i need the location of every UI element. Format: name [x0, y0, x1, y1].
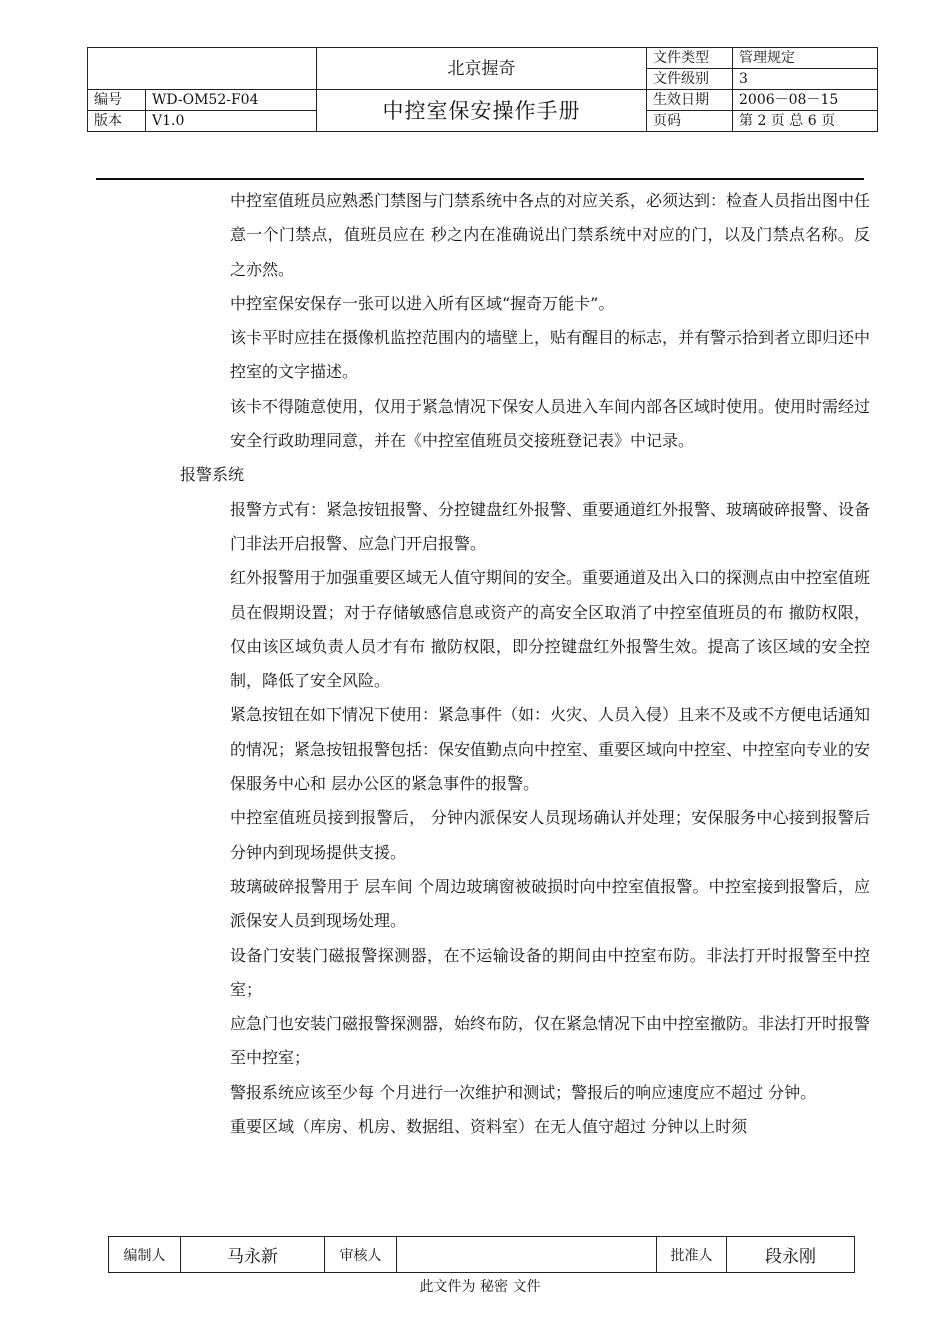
body-paragraph: 中控室保安保存一张可以进入所有区域“握奇万能卡”。 [230, 293, 615, 313]
doc-type-label: 文件类型 [647, 48, 733, 69]
doc-code-label: 编号 [88, 90, 146, 111]
page-number-value: 第 2 页 总 6 页 [733, 111, 878, 132]
doc-title: 中控室保安操作手册 [317, 90, 647, 132]
header-divider [96, 178, 864, 180]
body-paragraph: 中控室值班员应熟悉门禁图与门禁系统中各点的对应关系，必须达到：检查人员指出图中任意一个门禁点，值班员应在 秒之内在准确说出门禁系统中对应的门，以及门禁点名称。反之亦然。 [230, 191, 871, 279]
author-name: 马永新 [181, 1237, 325, 1273]
author-label: 编制人 [109, 1237, 181, 1273]
body-paragraph: 报警方式有：紧急按钮报警、分控键盘红外报警、重要通道红外报警、玻璃破碎报警、设备门非法开启报警、应急门开启报警。 [230, 499, 871, 553]
body-paragraph: 警报系统应该至少每 个月进行一次维护和测试；警报后的响应速度应不超过 分钟。 [230, 1082, 817, 1102]
doc-type-value: 管理规定 [733, 48, 878, 69]
effective-date-value: 2006－08－15 [733, 90, 878, 111]
body-paragraph: 应急门也安装门磁报警探测器，始终布防，仅在紧急情况下由中控室撤防。非法打开时报警至中控室； [230, 1014, 871, 1068]
body-paragraph: 该卡平时应挂在摄像机监控范围内的墙壁上，贴有醒目的标志，并有警示拾到者立即归还中控室的文字描述。 [230, 328, 871, 382]
page-number-label: 页码 [647, 111, 733, 132]
org-name: 北京握奇 [317, 48, 647, 90]
doc-level-value: 3 [733, 69, 878, 90]
signature-table [108, 1236, 855, 1273]
body-paragraph: 中控室值班员接到报警后， 分钟内派保安人员现场确认并处理；安保服务中心接到报警后 分钟内到现场提供支援。 [230, 808, 870, 862]
confidentiality-note: 此文件为 秘密 文件 [419, 1279, 541, 1295]
reviewer-label: 审核人 [325, 1237, 397, 1273]
body-paragraph: 紧急按钮在如下情况下使用：紧急事件（如：火灾、人员入侵）且来不及或不方便电话通知的情况；紧急按钮报警包括：保安值勤点向中控室、重要区域向中控室、中控室向专业的安保服务中心和 层办公区的紧急事件的报警。 [230, 705, 871, 794]
section-heading: 报警系统 [180, 465, 245, 485]
document-body [180, 184, 870, 1144]
body-paragraph: 该卡不得随意使用，仅用于紧急情况下保安人员进入车间内部各区域时使用。使用时需经过安全行政助理同意，并在《中控室值班员交接班登记表》中记录。 [230, 396, 871, 451]
effective-date-label: 生效日期 [647, 90, 733, 111]
doc-version-value: V1.0 [146, 111, 317, 132]
header-blank-cell [88, 48, 317, 90]
approver-name: 段永刚 [727, 1237, 855, 1273]
doc-code-value: WD-OM52-F04 [146, 90, 317, 111]
doc-level-label: 文件级别 [647, 69, 733, 90]
reviewer-name [397, 1237, 657, 1273]
document-header-table [87, 47, 878, 132]
doc-version-label: 版本 [88, 111, 146, 132]
approver-label: 批准人 [657, 1237, 727, 1273]
body-paragraph: 玻璃破碎报警用于 层车间 个周边玻璃窗被破损时向中控室值报警。中控室接到报警后，应派保安人员到现场处理。 [230, 876, 870, 931]
body-paragraph: 设备门安装门磁报警探测器，在不运输设备的期间由中控室布防。非法打开时报警至中控室； [230, 945, 870, 999]
body-paragraph: 红外报警用于加强重要区域无人值守期间的安全。重要通道及出入口的探测点由中控室值班员在假期设置；对于存储敏感信息或资产的高安全区取消了中控室值班员的布 撤防权限，仅由该区域负责人员才有布 撤防权限，即分控键盘红外报警生效。提高了该区域的安全控制，降低了安全风险。 [230, 568, 871, 691]
body-paragraph: 重要区域（库房、机房、数据组、资料室）在无人值守超过 分钟以上时须 [230, 1117, 748, 1137]
